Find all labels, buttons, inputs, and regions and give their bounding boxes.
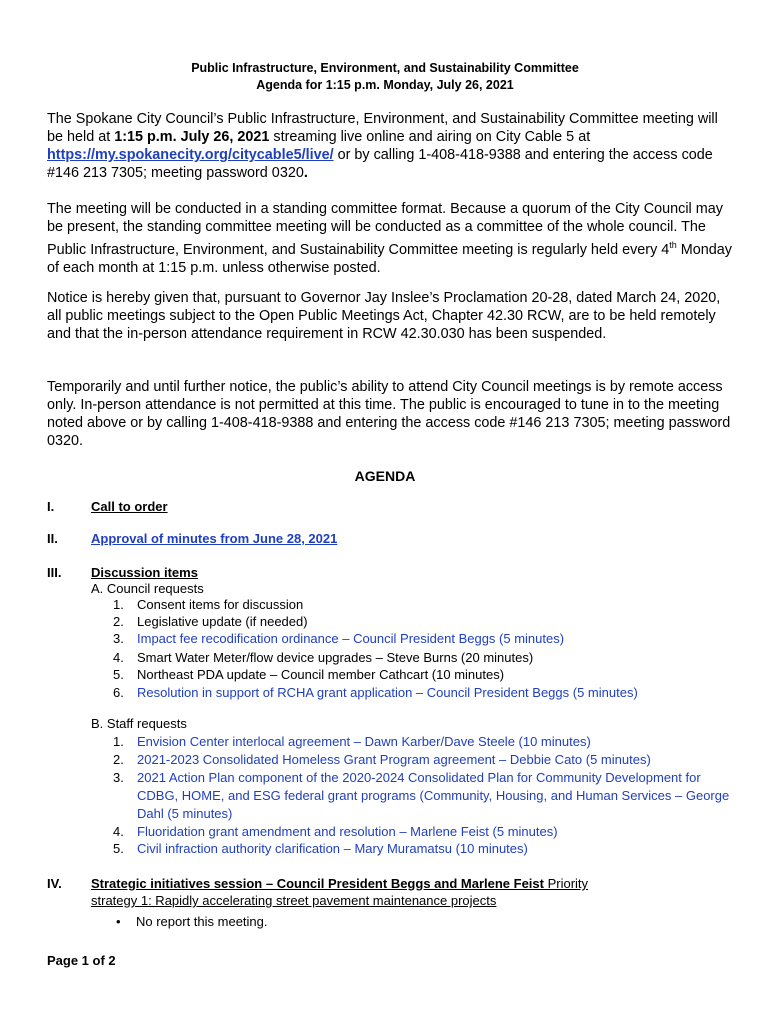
intro-paragraph-4: Temporarily and until further notice, the public’s ability to attend City Council meetings is by remote access only. In-person attendance is not permitted at this time. The public is encouraged to tune in to the meeting noted above or by calling 1-408-418-9388 and entering the access code #146 213 7305; meeting password 0320. — [47, 379, 731, 449]
bullet-item: • No report this meeting. — [116, 914, 268, 929]
council-requests-heading: A. Council requests — [91, 581, 204, 596]
agenda-heading: AGENDA — [354, 468, 416, 484]
bullet-icon: • — [116, 914, 121, 929]
intro-paragraph-1: The Spokane City Council’s Public Infrastructure, Environment, and Sustainability Committee meeting will be held at 1:15 p.m. July 26, 2021 streaming live online and airing on City Cable 5 at https://my.spokanecity.org/citycable5/live/ or by calling 1-408-418-9388 and entering the access code #146 213 7305; meeting password 0320. — [47, 111, 718, 181]
council-item: 5. Northeast PDA update – Council member Cathcart (10 minutes) — [113, 667, 505, 682]
staff-item-link[interactable]: 2. 2021-2023 Consolidated Homeless Grant Program agreement – Debbie Cato (5 minutes) — [113, 752, 651, 767]
council-item: 2. Legislative update (if needed) — [113, 614, 308, 629]
intro-paragraph-2: The meeting will be conducted in a standing committee format. Because a quorum of the City Council may be present, the standing committee meeting will be conducted as a committee of the whole council. The Public Infrastructure, Environment, and Sustainability Committee meeting is regularly held every 4th Monday of each month at 1:15 p.m. unless otherwise posted. — [47, 201, 733, 276]
section-number: IV. — [47, 876, 62, 891]
section-number: I. — [47, 499, 55, 514]
council-item-link[interactable]: 6. Resolution in support of RCHA grant application – Council President Beggs (5 minutes) — [113, 685, 638, 700]
section-number: III. — [47, 565, 62, 580]
section-number: II. — [47, 531, 58, 546]
document-title: Public Infrastructure, Environment, and Sustainability Committee — [191, 61, 579, 75]
council-item: 1. Consent items for discussion — [113, 597, 304, 612]
staff-requests-heading: B. Staff requests — [91, 716, 187, 731]
council-item-link[interactable]: 3. Impact fee recodification ordinance – Council President Beggs (5 minutes) — [113, 631, 565, 646]
section-title-discussion-items: Discussion items — [91, 565, 198, 580]
intro-paragraph-3: Notice is hereby given that, pursuant to Governor Jay Inslee’s Proclamation 20-28, dated March 24, 2020, all public meetings subject to the Open Public Meetings Act, Chapter 42.30 RCW, are to be held remotely and that the in-person attendance requirement in RCW 42.30.030 has been suspended. — [47, 290, 721, 342]
staff-item-link[interactable]: 1. Envision Center interlocal agreement – Dawn Karber/Dave Steele (10 minutes) — [113, 734, 591, 749]
section-title-strategic-initiatives: Strategic initiatives session – Council President Beggs and Marlene Feist Priority strategy 1: Rapidly accelerating street pavement maintenance projects — [91, 876, 589, 908]
staff-item-link[interactable]: 4. Fluoridation grant amendment and resolution – Marlene Feist (5 minutes) — [113, 824, 558, 839]
staff-item-link[interactable]: 3. 2021 Action Plan component of the 2020-2024 Consolidated Plan for Community Development for CDBG, HOME, and ESG federal grant programs (Community, Housing, and Human Services – George Dahl (5 minutes) — [113, 770, 730, 821]
page-number: Page 1 of 2 — [47, 953, 116, 968]
document-subtitle: Agenda for 1:15 p.m. Monday, July 26, 2021 — [256, 78, 514, 92]
approval-of-minutes-link[interactable]: Approval of minutes from June 28, 2021 — [91, 531, 338, 546]
council-item: 4. Smart Water Meter/flow device upgrades – Steve Burns (20 minutes) — [113, 650, 534, 665]
section-title-call-to-order: Call to order — [91, 499, 168, 514]
staff-item-link[interactable]: 5. Civil infraction authority clarification – Mary Muramatsu (10 minutes) — [113, 841, 528, 856]
citycable-link[interactable]: https://my.spokanecity.org/citycable5/live/ — [47, 147, 334, 163]
